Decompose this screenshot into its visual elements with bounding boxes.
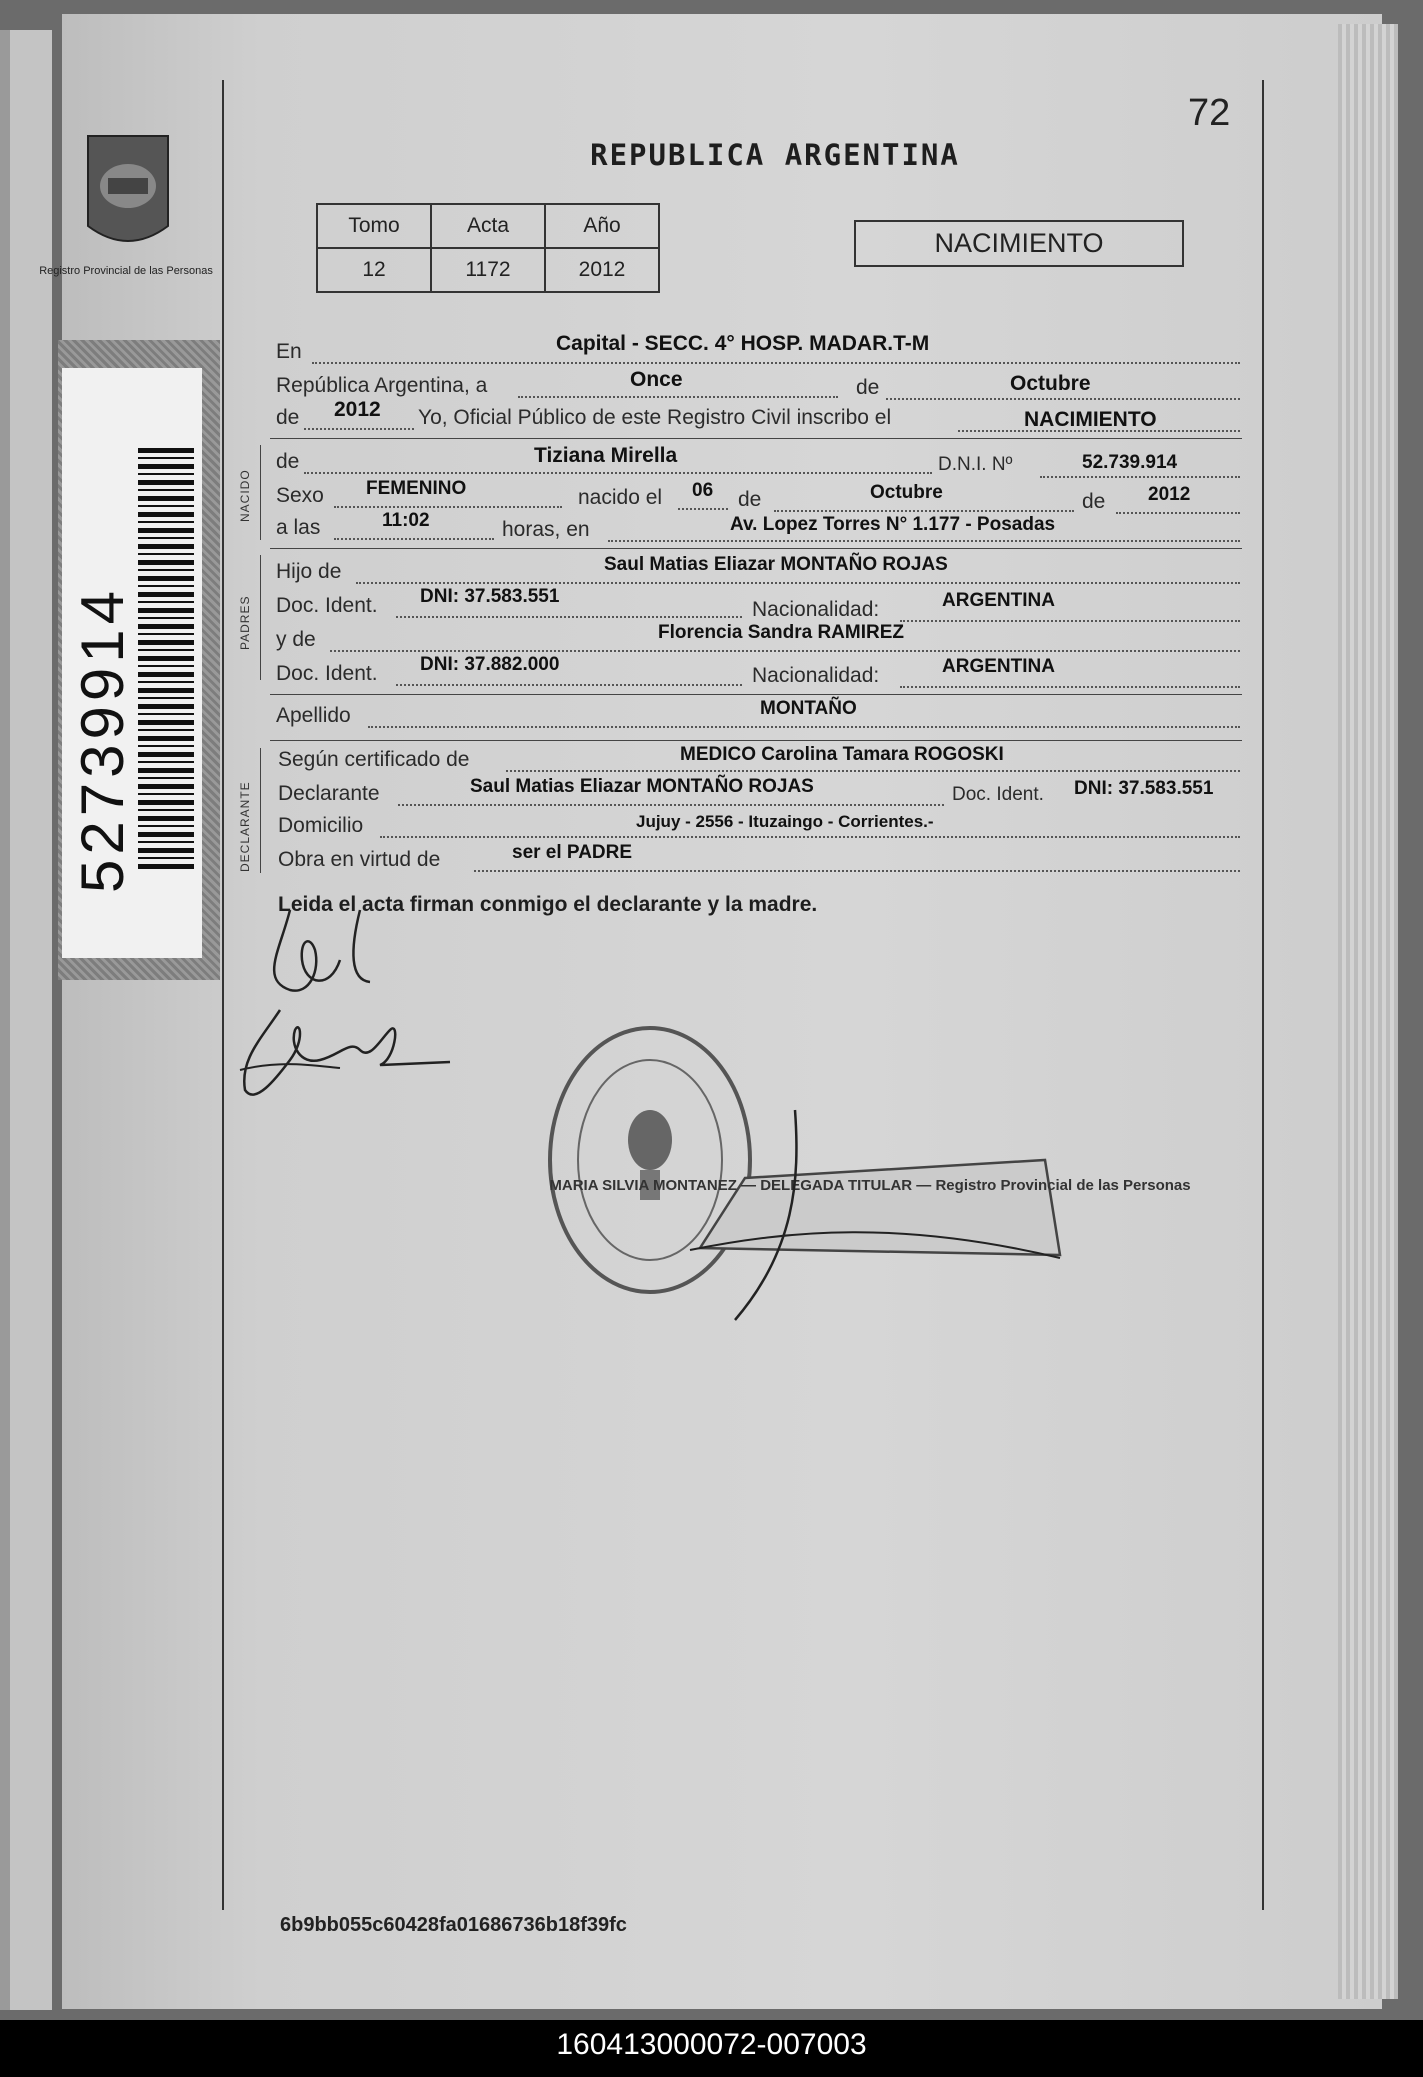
facing-page-edge (0, 30, 10, 2010)
acta-type-box: NACIMIENTO (854, 220, 1184, 267)
section-divider (260, 445, 261, 540)
tomo-value: 12 (317, 248, 431, 292)
padre-nac: ARGENTINA (942, 590, 1055, 611)
padre-nombre: Saul Matias Eliazar MONTAÑO ROJAS (604, 554, 948, 575)
nombre-label: de (276, 450, 300, 473)
section-divider (260, 748, 261, 873)
yde-label: y de (276, 628, 316, 651)
de-label-2: de (738, 488, 762, 511)
declarante-value: Saul Matias Eliazar MONTAÑO ROJAS (470, 776, 814, 797)
anio-nac: 2012 (1148, 484, 1191, 505)
declarante-label: Declarante (278, 782, 380, 805)
hora-label: a las (276, 516, 321, 539)
barcode-icon (138, 448, 194, 873)
agency-text: Registro Provincial de las Personas (39, 265, 213, 277)
acta-value: 1172 (431, 248, 545, 292)
apellido-value: MONTAÑO (760, 698, 857, 719)
dni-label: D.N.I. Nº (938, 454, 1013, 475)
side-label-padres: PADRES (238, 595, 252, 650)
side-label-declarante: DECLARANTE (238, 781, 252, 872)
padre-doc: DNI: 37.583.551 (420, 586, 560, 607)
oficial-text: Yo, Oficial Público de este Registro Civil inscribo el (418, 406, 892, 429)
page-number: 72 (1188, 92, 1231, 134)
madre-doc: DNI: 37.882.000 (420, 654, 560, 675)
section-divider (260, 555, 261, 680)
lugar-value: Capital - SECC. 4° HOSP. MADAR.T-M (556, 332, 930, 355)
nombre-value: Tiziana Mirella (534, 444, 678, 467)
hora-value: 11:02 (382, 510, 430, 531)
tomo-header: Tomo (317, 204, 431, 248)
domicilio-value: Jujuy - 2556 - Ituzaingo - Corrientes.- (636, 812, 934, 831)
de-label-3: de (1082, 490, 1106, 513)
nacido-label: nacido el (578, 486, 663, 509)
sexo-label: Sexo (276, 484, 324, 507)
side-label-nacido: NACIDO (238, 469, 252, 522)
registry-table (316, 203, 660, 293)
anio-acta: 2012 (334, 398, 381, 421)
anio-header: Año (545, 204, 659, 248)
dni-value: 52.739.914 (1082, 452, 1178, 473)
lugar-label: En (276, 340, 302, 363)
lugar-nac: Av. Lopez Torres N° 1.177 - Posadas (730, 514, 1056, 535)
republica-label: República Argentina, a (276, 374, 488, 397)
country-title: REPUBLICA ARGENTINA (590, 138, 960, 172)
horas-label: horas, en (502, 518, 590, 541)
padre-doc-label: Doc. Ident. (276, 594, 378, 617)
stamp-text: MARIA SILVIA MONTANEZ — DELEGADA TITULAR — Registro Provincial de las Personas (549, 1177, 1191, 1194)
official-seal-stamp (540, 1010, 1191, 1330)
page-stack-edge (1338, 24, 1398, 1999)
madre-doc-label: Doc. Ident. (276, 662, 378, 685)
certificado-value: MEDICO Carolina Tamara ROGOSKI (680, 744, 1004, 765)
madre-nombre: Florencia Sandra RAMIREZ (658, 622, 904, 643)
right-margin-line (1262, 80, 1264, 1910)
certificado-label: Según certificado de (278, 748, 470, 771)
domicilio-label: Domicilio (278, 814, 364, 837)
mes-acta: Octubre (1010, 372, 1091, 395)
sexo-value: FEMENINO (366, 478, 467, 499)
inscribo-value: NACIMIENTO (1024, 408, 1157, 431)
obra-value: ser el PADRE (512, 842, 633, 863)
apellido-label: Apellido (276, 704, 351, 727)
declarante-doc: DNI: 37.583.551 (1074, 778, 1214, 799)
mes-nac: Octubre (870, 482, 943, 503)
dia-acta: Once (630, 368, 683, 391)
padre-nac-label: Nacionalidad: (752, 598, 880, 621)
declarante-doc-label: Doc. Ident. (952, 784, 1044, 805)
footer-id: 160413000072-007003 (556, 2028, 867, 2061)
madre-nac-label: Nacionalidad: (752, 664, 880, 687)
dia-nac: 06 (692, 480, 714, 501)
registry-seal-logo (39, 126, 213, 306)
anio-value: 2012 (545, 248, 659, 292)
de-label: de (856, 376, 880, 399)
hijo-label: Hijo de (276, 560, 342, 583)
de-anio-label: de (276, 406, 300, 429)
barcode-number: 52739914 (69, 586, 136, 893)
leyenda-text: Leida el acta firman conmigo el declarante y la madre. (278, 893, 818, 916)
acta-header: Acta (431, 204, 545, 248)
madre-nac: ARGENTINA (942, 656, 1055, 677)
document-hash: 6b9bb055c60428fa01686736b18f39fc (280, 1914, 627, 1936)
obra-label: Obra en virtud de (278, 848, 441, 871)
signatures-icon (220, 890, 460, 1110)
